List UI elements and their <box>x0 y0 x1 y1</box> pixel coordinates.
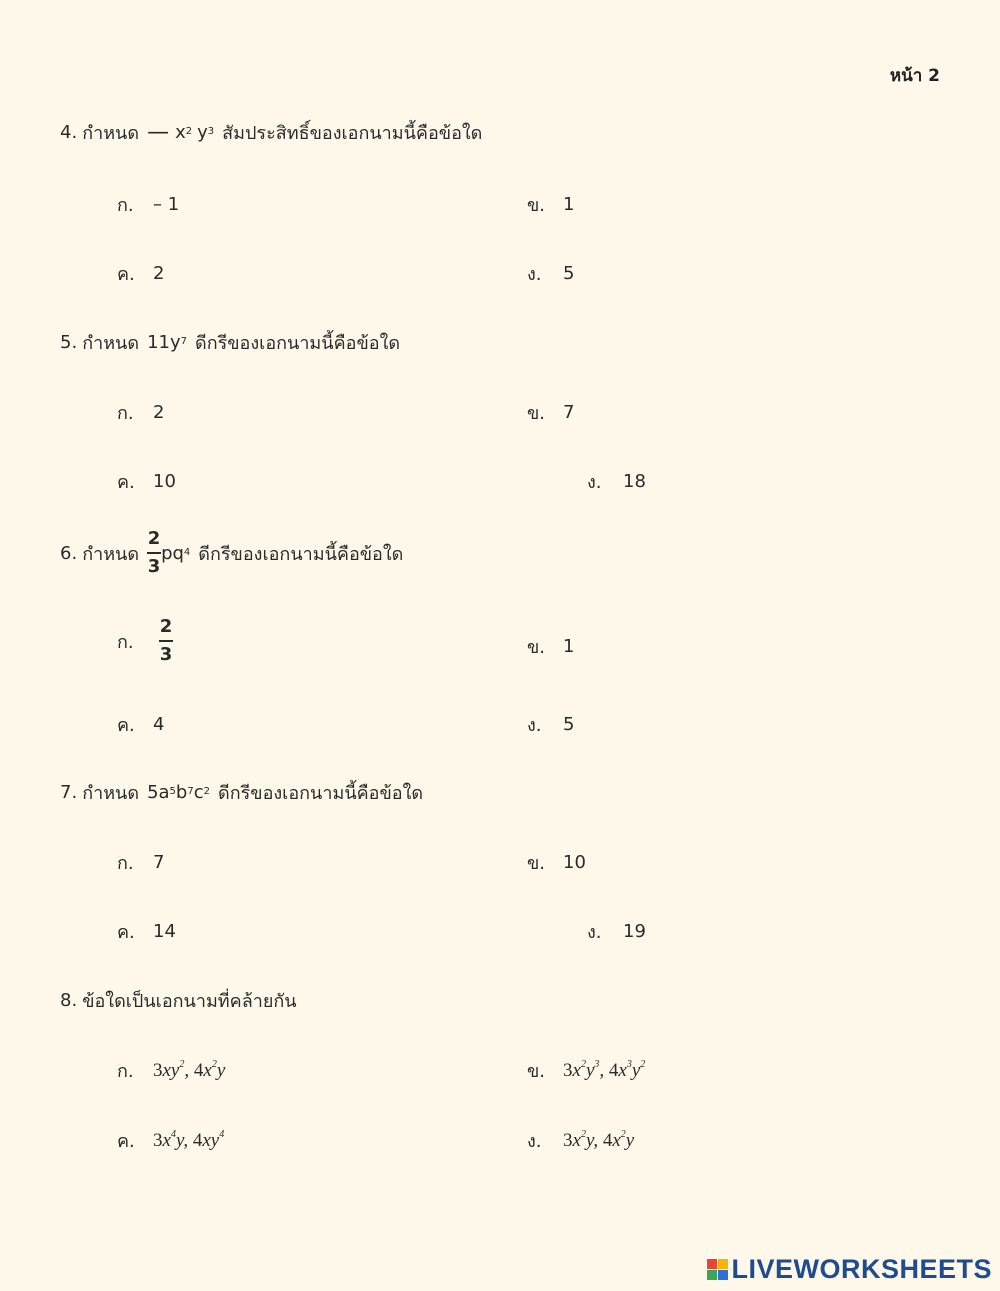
question-suffix: ดีกรีของเอกนามนี้คือข้อใด <box>195 333 401 354</box>
option-b[interactable]: ข. 7 <box>527 402 575 424</box>
question-prefix: กำหนด <box>82 783 140 804</box>
logo-blocks-icon <box>707 1259 728 1280</box>
monomial-expression: — x $^2$ y $^3$ <box>147 120 215 145</box>
option-c[interactable]: ค. 4 <box>117 714 165 736</box>
question-number: 7. <box>60 782 78 803</box>
question-prefix: กำหนด <box>82 333 140 354</box>
monomial-expression: 5a $^5$ b $^7$ c $^2$ <box>147 782 211 803</box>
question-number: 6. <box>60 542 78 564</box>
option-b[interactable]: ข. 1 <box>527 636 575 658</box>
question-number: 8. <box>60 990 78 1011</box>
option-d[interactable]: ง. 18 <box>587 471 646 493</box>
option-b[interactable]: ข. $3x^2y^3$, $4x^3y^2$ <box>527 1059 646 1082</box>
monomial-pair: $3x^2y^3$, $4x^3y^2$ <box>563 1059 646 1081</box>
question-prefix: กำหนด <box>82 123 140 144</box>
option-d[interactable]: ง. 19 <box>587 921 646 943</box>
monomial-pair: $3xy^2$, $4x^2y$ <box>153 1059 226 1081</box>
page-number: หน้า 2 <box>889 66 940 86</box>
option-b[interactable]: ข. 1 <box>527 194 575 216</box>
option-d[interactable]: ง. 5 <box>527 714 575 736</box>
option-c[interactable]: ค. 10 <box>117 471 176 493</box>
question-6 <box>60 530 403 576</box>
question-suffix: สัมประสิทธิ์ของเอกนามนี้คือข้อใด <box>222 123 483 144</box>
question-number: 4. <box>60 122 78 143</box>
option-d[interactable]: ง. 5 <box>527 263 575 285</box>
monomial-expression: $\frac{2}{3}$ pq $^4$ <box>147 528 191 577</box>
monomial-pair: $3x^4y$, $4xy^4$ <box>153 1129 225 1151</box>
question-number: 5. <box>60 332 78 353</box>
logo-wordmark: LIVEWORKSHEETS <box>731 1254 992 1284</box>
fraction: $\frac{2}{3}$ <box>159 616 173 665</box>
option-a[interactable]: ก. 7 <box>117 852 165 874</box>
option-b[interactable]: ข. 10 <box>527 852 586 874</box>
option-c[interactable]: ค. 14 <box>117 921 176 943</box>
option-a[interactable]: ก. – 1 <box>117 194 180 216</box>
question-5 <box>60 328 400 357</box>
option-c[interactable]: ค. $3x^4y$, $4xy^4$ <box>117 1129 225 1152</box>
option-c[interactable]: ค. 2 <box>117 263 165 285</box>
question-prefix: กำหนด <box>82 543 140 565</box>
option-a[interactable]: ก. 2 <box>117 402 165 424</box>
question-text: ข้อใดเป็นเอกนามที่คล้ายกัน <box>82 991 297 1012</box>
question-7 <box>60 778 423 807</box>
liveworksheets-logo <box>707 1254 992 1285</box>
option-d[interactable]: ง. $3x^2y$, $4x^2y$ <box>527 1129 635 1152</box>
question-8 <box>60 986 297 1015</box>
question-suffix: ดีกรีของเอกนามนี้คือข้อใด <box>218 783 424 804</box>
question-4 <box>60 118 482 147</box>
option-a[interactable]: ก. $\frac{2}{3}$ <box>117 616 173 665</box>
monomial-expression: 11y $^7$ <box>147 332 187 353</box>
question-suffix: ดีกรีของเอกนามนี้คือข้อใด <box>198 543 404 565</box>
fraction: $\frac{2}{3}$ <box>147 528 161 577</box>
option-a[interactable]: ก. $3xy^2$, $4x^2y$ <box>117 1059 226 1082</box>
monomial-pair: $3x^2y$, $4x^2y$ <box>563 1129 635 1151</box>
